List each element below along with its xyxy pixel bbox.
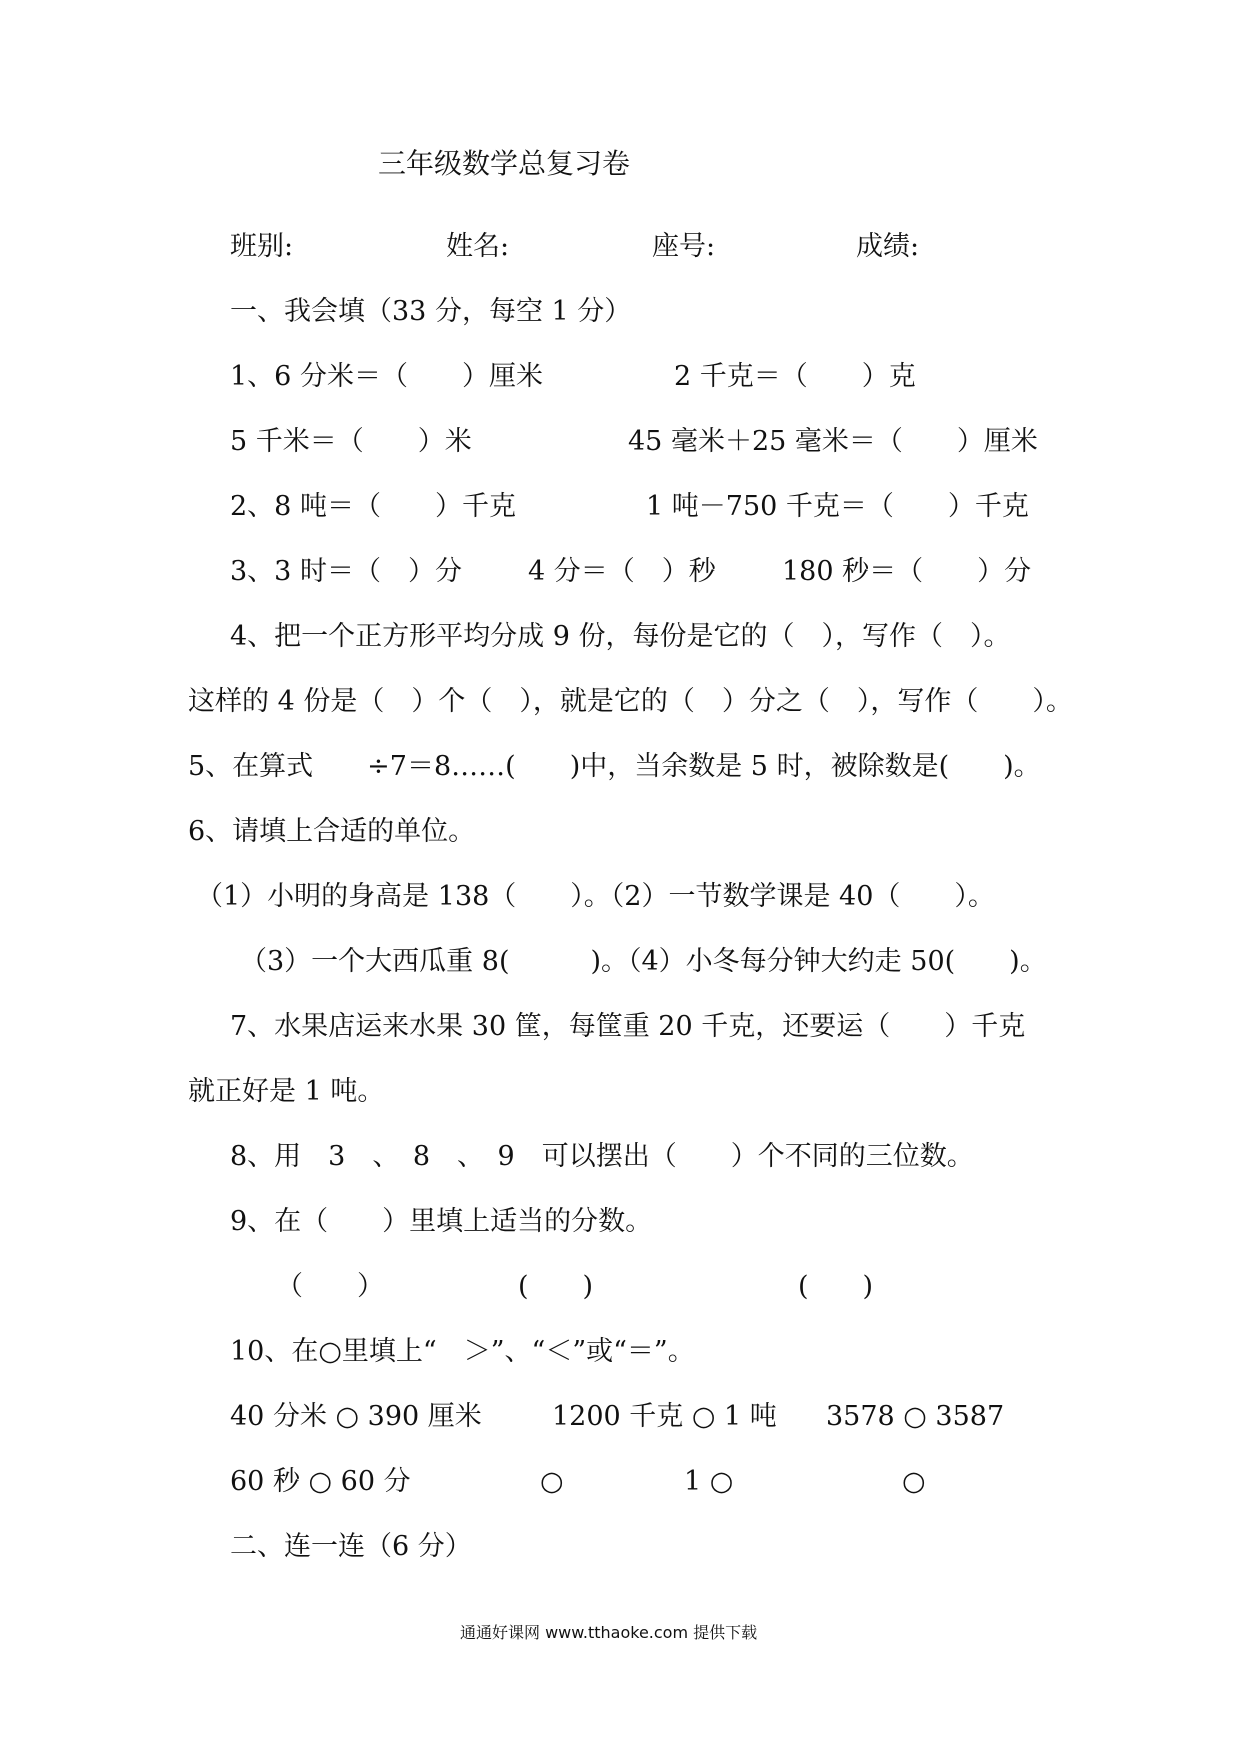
q4-line2: 这样的 4 份是（ ）个（ ），就是它的（ ）分之（ ），写作（ ）。 xyxy=(188,686,1073,717)
q10-row2-a: 60 秒 ○ 60 分 xyxy=(230,1466,411,1497)
section2-heading: 二、连一连（6 分） xyxy=(230,1531,472,1562)
q1-item-a: 1、6 分米＝（ ）厘米 xyxy=(230,361,543,392)
q1-item-d: 45 毫米＋25 毫米＝（ ）厘米 xyxy=(628,426,1038,457)
q7-line2: 就正好是 1 吨。 xyxy=(188,1076,385,1107)
q9-blank-3: ( ) xyxy=(798,1271,874,1302)
q3-item-b: 4 分＝（ ）秒 xyxy=(528,556,716,587)
q9-blank-1: （ ） xyxy=(276,1271,384,1302)
q1-item-c: 5 千米＝（ ）米 xyxy=(230,426,472,457)
q3-item-a: 3、3 时＝（ ）分 xyxy=(230,556,462,587)
q9-heading: 9、在（ ）里填上适当的分数。 xyxy=(230,1206,653,1237)
q8-text: 8、用 3 、 8 、 9 可以摆出（ ）个不同的三位数。 xyxy=(230,1141,974,1172)
q10-row1-b: 1200 千克 ○ 1 吨 xyxy=(552,1401,777,1432)
q9-blank-2: ( ) xyxy=(518,1271,594,1302)
q4-line1: 4、把一个正方形平均分成 9 份，每份是它的（ ），写作（ ）。 xyxy=(230,621,1011,652)
q6-heading: 6、请填上合适的单位。 xyxy=(188,816,476,847)
q3-item-c: 180 秒＝（ ）分 xyxy=(782,556,1032,587)
q10-row2-b: ○ xyxy=(540,1466,564,1497)
seat-field-label: 座号: xyxy=(652,231,716,262)
q2-item-b: 1 吨－750 千克＝（ ）千克 xyxy=(646,491,1029,522)
q10-row2-d: ○ xyxy=(902,1466,926,1497)
section1-heading: 一、我会填（33 分，每空 1 分） xyxy=(230,296,632,327)
q1-item-b: 2 千克＝（ ）克 xyxy=(674,361,916,392)
class-field-label: 班别: xyxy=(230,231,294,262)
q7-line1: 7、水果店运来水果 30 筐，每筐重 20 千克，还要运（ ）千克 xyxy=(230,1011,1026,1042)
footer-source-note: 通通好课网 www.tthaoke.com 提供下载 xyxy=(460,1623,758,1642)
q10-row2-c: 1 ○ xyxy=(684,1466,734,1497)
q6-line2: （3）一个大西瓜重 8( )。（4）小冬每分钟大约走 50( )。 xyxy=(240,946,1047,977)
q2-item-a: 2、8 吨＝（ ）千克 xyxy=(230,491,516,522)
q10-row1-a: 40 分米 ○ 390 厘米 xyxy=(230,1401,482,1432)
page-title: 三年级数学总复习卷 xyxy=(378,147,631,180)
q10-row1-c: 3578 ○ 3587 xyxy=(826,1401,1005,1432)
score-field-label: 成绩: xyxy=(856,231,920,262)
q10-heading: 10、在○里填上“ ＞”、“＜”或“＝”。 xyxy=(230,1336,695,1367)
name-field-label: 姓名: xyxy=(446,231,510,262)
q5-text: 5、在算式 ÷7＝8……( )中，当余数是 5 时，被除数是( )。 xyxy=(188,751,1041,782)
q6-line1: （1）小明的身高是 138（ ）。（2）一节数学课是 40（ ）。 xyxy=(196,881,995,912)
